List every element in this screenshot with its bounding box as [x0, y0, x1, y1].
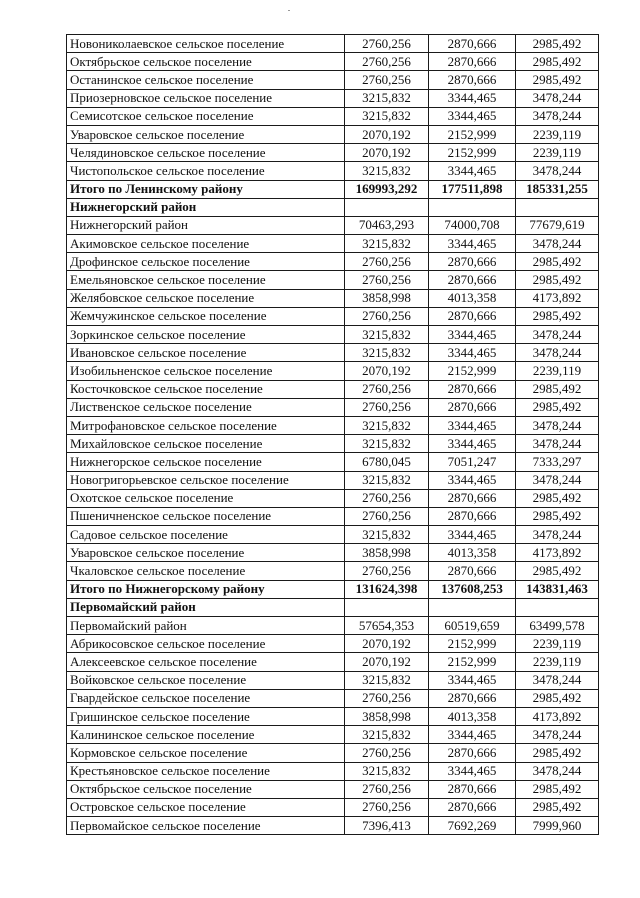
row-name: Лиственское сельское поселение: [67, 398, 345, 416]
value-year-1: 2070,192: [345, 125, 429, 143]
value-year-1: 2760,256: [345, 398, 429, 416]
value-year-3: 7999,960: [516, 817, 599, 835]
value-year-1: 3215,832: [345, 726, 429, 744]
value-year-3: 2985,492: [516, 271, 599, 289]
row-name: Гришинское сельское поселение: [67, 707, 345, 725]
value-year-1: 2760,256: [345, 489, 429, 507]
value-year-2: 3344,465: [429, 344, 516, 362]
value-year-1: 2070,192: [345, 144, 429, 162]
value-year-2: 74000,708: [429, 216, 516, 234]
row-name: Чистопольское сельское поселение: [67, 162, 345, 180]
row-name: Емельяновское сельское поселение: [67, 271, 345, 289]
value-year-2: 3344,465: [429, 162, 516, 180]
table-row: [67, 744, 599, 762]
row-name: Итого по Нижнегорскому району: [67, 580, 345, 598]
value-year-3: 3478,244: [516, 162, 599, 180]
value-year-2: 3344,465: [429, 435, 516, 453]
table-row: [67, 489, 599, 507]
table-row: [67, 144, 599, 162]
row-name: Нижнегорский район: [67, 216, 345, 234]
table-row: [67, 671, 599, 689]
value-year-3: 3478,244: [516, 471, 599, 489]
value-year-3: 3478,244: [516, 326, 599, 344]
value-year-3: 2985,492: [516, 53, 599, 71]
empty-cell: [516, 598, 599, 616]
value-year-2: 177511,898: [429, 180, 516, 198]
value-year-2: 7051,247: [429, 453, 516, 471]
table-row: [67, 798, 599, 816]
value-year-1: 70463,293: [345, 216, 429, 234]
value-year-3: 2985,492: [516, 35, 599, 53]
table-row: [67, 707, 599, 725]
row-name: Гвардейское сельское поселение: [67, 689, 345, 707]
value-year-1: 3215,832: [345, 416, 429, 434]
value-year-2: 2870,666: [429, 307, 516, 325]
row-name: Кормовское сельское поселение: [67, 744, 345, 762]
row-name: Новониколаевское сельское поселение: [67, 35, 345, 53]
table-row: [67, 398, 599, 416]
value-year-3: 4173,892: [516, 707, 599, 725]
value-year-3: 3478,244: [516, 526, 599, 544]
row-name: Приозерновское сельское поселение: [67, 89, 345, 107]
table-row: [67, 362, 599, 380]
value-year-1: 3215,832: [345, 671, 429, 689]
value-year-3: 3478,244: [516, 762, 599, 780]
value-year-2: 2870,666: [429, 689, 516, 707]
row-name: Уваровское сельское поселение: [67, 544, 345, 562]
table-row: [67, 780, 599, 798]
row-name: Челядиновское сельское поселение: [67, 144, 345, 162]
row-name: Зоркинское сельское поселение: [67, 326, 345, 344]
row-name: Уваровское сельское поселение: [67, 125, 345, 143]
value-year-1: 2760,256: [345, 271, 429, 289]
value-year-2: 2152,999: [429, 125, 516, 143]
value-year-3: 4173,892: [516, 289, 599, 307]
row-name: Дрофинское сельское поселение: [67, 253, 345, 271]
value-year-1: 57654,353: [345, 617, 429, 635]
value-year-1: 3215,832: [345, 162, 429, 180]
empty-cell: [429, 198, 516, 216]
value-year-3: 3478,244: [516, 435, 599, 453]
value-year-1: 2760,256: [345, 35, 429, 53]
table-row: [67, 471, 599, 489]
value-year-1: 2760,256: [345, 780, 429, 798]
value-year-3: 2985,492: [516, 489, 599, 507]
row-name: Михайловское сельское поселение: [67, 435, 345, 453]
value-year-2: 2152,999: [429, 144, 516, 162]
row-name: Алексеевское сельское поселение: [67, 653, 345, 671]
row-name: Островское сельское поселение: [67, 798, 345, 816]
row-name: Новогригорьевское сельское поселение: [67, 471, 345, 489]
value-year-3: 2985,492: [516, 744, 599, 762]
value-year-3: 2985,492: [516, 398, 599, 416]
table-row: [67, 344, 599, 362]
value-year-1: 2760,256: [345, 562, 429, 580]
row-name: Первомайский район: [67, 617, 345, 635]
table-row: [67, 326, 599, 344]
value-year-2: 4013,358: [429, 707, 516, 725]
value-year-3: 63499,578: [516, 617, 599, 635]
row-name: Нижнегорское сельское поселение: [67, 453, 345, 471]
row-name: Войковское сельское поселение: [67, 671, 345, 689]
budget-allocation-table: [66, 34, 599, 835]
value-year-3: 3478,244: [516, 671, 599, 689]
value-year-2: 2870,666: [429, 53, 516, 71]
value-year-2: 2152,999: [429, 362, 516, 380]
value-year-2: 2870,666: [429, 398, 516, 416]
value-year-1: 3858,998: [345, 707, 429, 725]
total-row: [67, 180, 599, 198]
value-year-1: 7396,413: [345, 817, 429, 835]
row-name: Октябрьское сельское поселение: [67, 780, 345, 798]
value-year-2: 3344,465: [429, 471, 516, 489]
value-year-2: 3344,465: [429, 235, 516, 253]
table-row: [67, 762, 599, 780]
value-year-2: 3344,465: [429, 726, 516, 744]
value-year-2: 2870,666: [429, 780, 516, 798]
value-year-1: 3215,832: [345, 107, 429, 125]
value-year-2: 2870,666: [429, 271, 516, 289]
value-year-1: 2760,256: [345, 307, 429, 325]
value-year-3: 2239,119: [516, 125, 599, 143]
empty-cell: [516, 198, 599, 216]
table-row: [67, 35, 599, 53]
value-year-1: 2070,192: [345, 635, 429, 653]
value-year-2: 2870,666: [429, 380, 516, 398]
value-year-2: 2870,666: [429, 489, 516, 507]
row-name: Садовое сельское поселение: [67, 526, 345, 544]
value-year-3: 2985,492: [516, 689, 599, 707]
value-year-1: 2760,256: [345, 507, 429, 525]
table-row: [67, 289, 599, 307]
row-name: Крестьяновское сельское поселение: [67, 762, 345, 780]
table-row: [67, 71, 599, 89]
value-year-2: 2152,999: [429, 653, 516, 671]
row-name: Чкаловское сельское поселение: [67, 562, 345, 580]
section-header-row: [67, 598, 599, 616]
total-row: [67, 580, 599, 598]
value-year-3: 2985,492: [516, 780, 599, 798]
value-year-1: 3215,832: [345, 471, 429, 489]
row-name: Жемчужинское сельское поселение: [67, 307, 345, 325]
section-title: Первомайский район: [67, 598, 345, 616]
value-year-2: 2870,666: [429, 507, 516, 525]
value-year-1: 2760,256: [345, 53, 429, 71]
value-year-2: 3344,465: [429, 762, 516, 780]
value-year-2: 3344,465: [429, 416, 516, 434]
row-name: Останинское сельское поселение: [67, 71, 345, 89]
value-year-1: 3215,832: [345, 235, 429, 253]
value-year-3: 2239,119: [516, 362, 599, 380]
value-year-1: 6780,045: [345, 453, 429, 471]
value-year-2: 137608,253: [429, 580, 516, 598]
table-row: [67, 307, 599, 325]
section-header-row: [67, 198, 599, 216]
row-name: Изобильненское сельское поселение: [67, 362, 345, 380]
value-year-3: 3478,244: [516, 344, 599, 362]
value-year-3: 3478,244: [516, 726, 599, 744]
row-name: Пшеничненское сельское поселение: [67, 507, 345, 525]
value-year-3: 2985,492: [516, 253, 599, 271]
value-year-1: 3215,832: [345, 326, 429, 344]
empty-cell: [345, 198, 429, 216]
value-year-3: 143831,463: [516, 580, 599, 598]
row-name: Косточковское сельское поселение: [67, 380, 345, 398]
row-name: Ивановское сельское поселение: [67, 344, 345, 362]
value-year-1: 3215,832: [345, 435, 429, 453]
value-year-1: 2760,256: [345, 744, 429, 762]
value-year-3: 2985,492: [516, 71, 599, 89]
table-row: [67, 162, 599, 180]
value-year-2: 2870,666: [429, 253, 516, 271]
value-year-1: 2070,192: [345, 362, 429, 380]
table-row: [67, 617, 599, 635]
row-name: Митрофановское сельское поселение: [67, 416, 345, 434]
row-name: Первомайское сельское поселение: [67, 817, 345, 835]
value-year-2: 3344,465: [429, 326, 516, 344]
table-row: [67, 689, 599, 707]
value-year-3: 4173,892: [516, 544, 599, 562]
table-row: [67, 653, 599, 671]
table-row: [67, 726, 599, 744]
value-year-1: 3215,832: [345, 89, 429, 107]
row-name: Абрикосовское сельское поселение: [67, 635, 345, 653]
value-year-3: 3478,244: [516, 89, 599, 107]
value-year-1: 3858,998: [345, 289, 429, 307]
value-year-1: 2760,256: [345, 798, 429, 816]
row-name: Семисотское сельское поселение: [67, 107, 345, 125]
value-year-3: 185331,255: [516, 180, 599, 198]
value-year-2: 2870,666: [429, 71, 516, 89]
row-name: Октябрьское сельское поселение: [67, 53, 345, 71]
value-year-1: 3215,832: [345, 526, 429, 544]
value-year-1: 2070,192: [345, 653, 429, 671]
table-row: [67, 235, 599, 253]
table-row: [67, 125, 599, 143]
row-name: Калининское сельское поселение: [67, 726, 345, 744]
table-row: [67, 271, 599, 289]
value-year-2: 3344,465: [429, 89, 516, 107]
table-row: [67, 544, 599, 562]
value-year-1: 2760,256: [345, 689, 429, 707]
table-row: [67, 507, 599, 525]
table-row: [67, 817, 599, 835]
value-year-3: 2239,119: [516, 635, 599, 653]
section-title: Нижнегорский район: [67, 198, 345, 216]
value-year-2: 2152,999: [429, 635, 516, 653]
row-name: Итого по Ленинскому району: [67, 180, 345, 198]
table-row: [67, 526, 599, 544]
value-year-3: 2985,492: [516, 798, 599, 816]
table-row: [67, 435, 599, 453]
value-year-2: 2870,666: [429, 562, 516, 580]
value-year-3: 7333,297: [516, 453, 599, 471]
value-year-2: 3344,465: [429, 671, 516, 689]
value-year-3: 2985,492: [516, 380, 599, 398]
value-year-2: 7692,269: [429, 817, 516, 835]
value-year-3: 3478,244: [516, 107, 599, 125]
value-year-2: 2870,666: [429, 35, 516, 53]
value-year-1: 169993,292: [345, 180, 429, 198]
table-row: [67, 107, 599, 125]
scan-speck: [288, 10, 290, 11]
value-year-3: 3478,244: [516, 235, 599, 253]
table-row: [67, 253, 599, 271]
value-year-2: 3344,465: [429, 526, 516, 544]
row-name: Охотское сельское поселение: [67, 489, 345, 507]
value-year-3: 2239,119: [516, 653, 599, 671]
value-year-3: 2985,492: [516, 562, 599, 580]
value-year-2: 3344,465: [429, 107, 516, 125]
table-body: [67, 35, 599, 835]
table-row: [67, 53, 599, 71]
table-row: [67, 380, 599, 398]
value-year-2: 4013,358: [429, 289, 516, 307]
table-row: [67, 416, 599, 434]
row-name: Акимовское сельское поселение: [67, 235, 345, 253]
value-year-1: 2760,256: [345, 71, 429, 89]
table-row: [67, 216, 599, 234]
value-year-2: 4013,358: [429, 544, 516, 562]
empty-cell: [345, 598, 429, 616]
table-row: [67, 89, 599, 107]
value-year-1: 3215,832: [345, 762, 429, 780]
value-year-3: 3478,244: [516, 416, 599, 434]
value-year-2: 60519,659: [429, 617, 516, 635]
value-year-1: 2760,256: [345, 253, 429, 271]
value-year-3: 77679,619: [516, 216, 599, 234]
table-row: [67, 453, 599, 471]
table-row: [67, 562, 599, 580]
row-name: Желябовское сельское поселение: [67, 289, 345, 307]
value-year-3: 2985,492: [516, 507, 599, 525]
value-year-3: 2239,119: [516, 144, 599, 162]
value-year-1: 3215,832: [345, 344, 429, 362]
empty-cell: [429, 598, 516, 616]
value-year-3: 2985,492: [516, 307, 599, 325]
value-year-2: 2870,666: [429, 744, 516, 762]
value-year-2: 2870,666: [429, 798, 516, 816]
table-row: [67, 635, 599, 653]
value-year-1: 131624,398: [345, 580, 429, 598]
value-year-1: 3858,998: [345, 544, 429, 562]
value-year-1: 2760,256: [345, 380, 429, 398]
